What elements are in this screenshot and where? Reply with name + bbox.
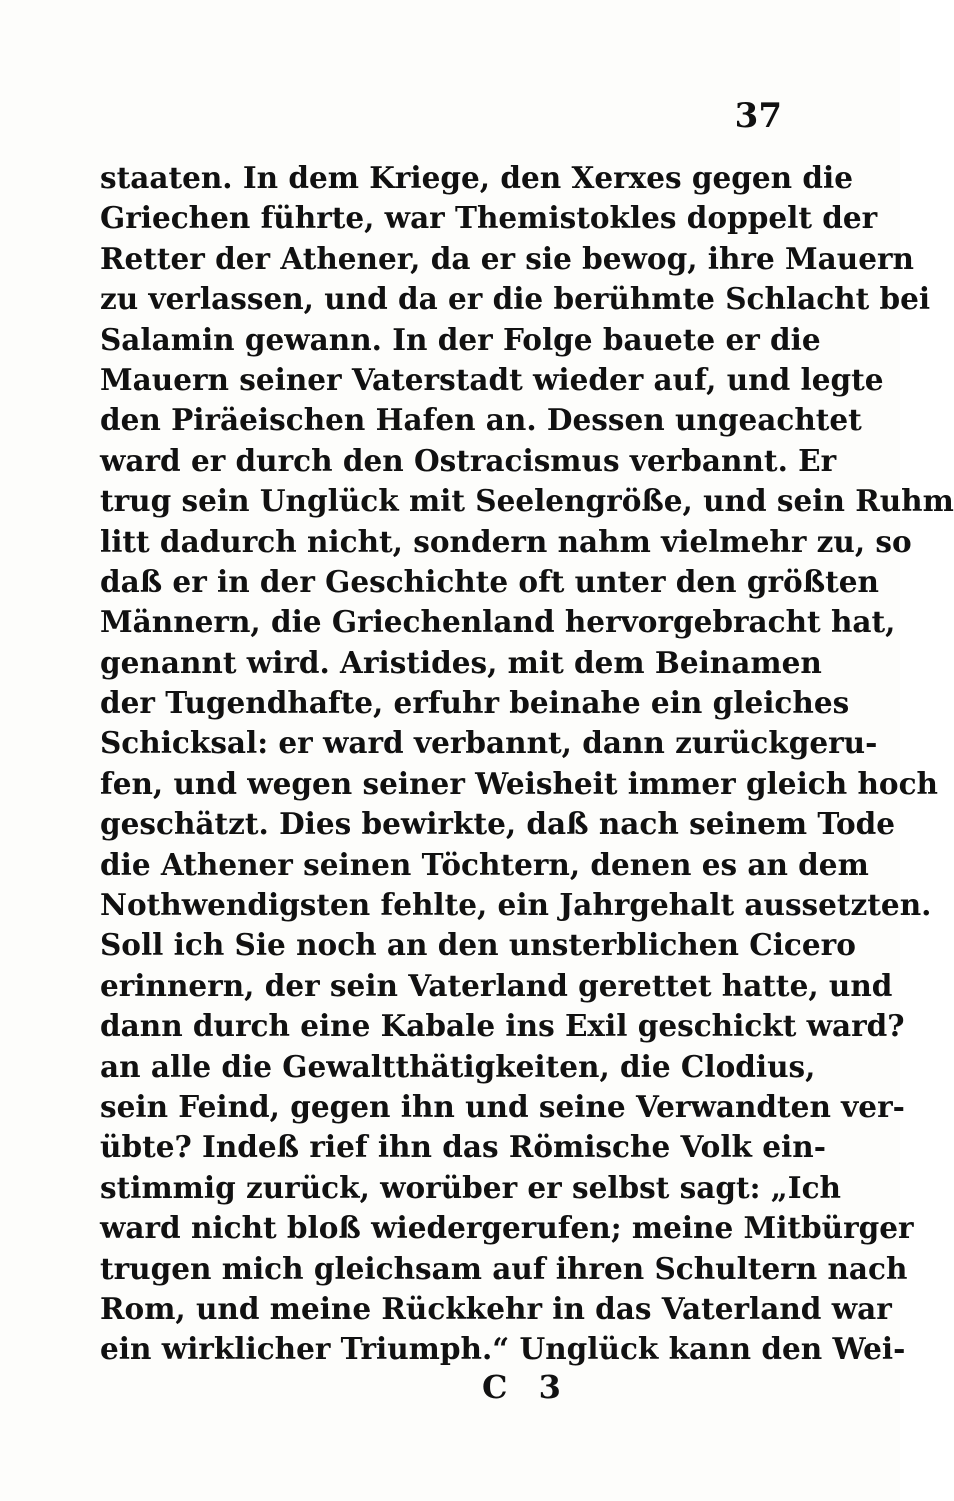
text-line: ward er durch den Ostracismus verbannt. Er [100, 442, 837, 478]
text-line: daß er in der Geschichte oft unter den größten [100, 563, 879, 599]
text-line: fen, und wegen seiner Weisheit immer gleich hoch [100, 765, 938, 801]
text-line: staaten. In dem Kriege, den Xerxes gegen die [100, 160, 853, 195]
body-text [100, 158, 954, 1370]
text-line: trug sein Unglück mit Seelengröße, und sein Ruhm [100, 483, 954, 519]
signature-mark: C 3 [482, 1368, 571, 1406]
text-line: geschätzt. Dies bewirkte, daß nach seinem Tode [100, 806, 896, 842]
text-line: erinnern, der sein Vaterland gerettet hatte, und [100, 967, 893, 1003]
text-line: der Tugendhafte, erfuhr beinahe ein gleiches [100, 685, 850, 721]
text-line: die Athener seinen Töchtern, denen es an dem [100, 846, 869, 882]
text-line: Nothwendigsten fehlte, ein Jahrgehalt aussetzten. [100, 887, 932, 923]
text-line: Rom, und meine Rückkehr in das Vaterland war [100, 1290, 892, 1326]
text-line: den Piräeischen Hafen an. Dessen ungeachtet [100, 402, 862, 438]
text-line: Retter der Athener, da er sie bewog, ihre Mauern [100, 240, 914, 276]
text-line: Soll ich Sie noch an den unsterblichen Cicero [100, 927, 856, 963]
text-line: ein wirklicher Triumph.“ Unglück kann den Wei- [100, 1331, 906, 1367]
page-number: 37 [734, 96, 782, 136]
text-line: sein Feind, gegen ihn und seine Verwandten ver- [100, 1088, 905, 1124]
text-line: Schicksal: er ward verbannt, dann zurückgeru- [100, 725, 878, 761]
text-line: Mauern seiner Vaterstadt wieder auf, und legte [100, 361, 884, 397]
text-line: übte? Indeß rief ihn das Römische Volk ein- [100, 1129, 826, 1165]
text-line: ward nicht bloß wiedergerufen; meine Mitbürger [100, 1210, 914, 1246]
text-line: an alle die Gewaltthätigkeiten, die Clodius, [100, 1048, 816, 1084]
text-line: Salamin gewann. In der Folge bauete er die [100, 321, 821, 357]
text-line: trugen mich gleichsam auf ihren Schultern nach [100, 1250, 908, 1286]
text-line: genannt wird. Aristides, mit dem Beinamen [100, 644, 822, 680]
text-line: Griechen führte, war Themistokles doppelt der [100, 200, 878, 236]
text-line: Männern, die Griechenland hervorgebracht hat, [100, 604, 896, 640]
text-line: stimmig zurück, worüber er selbst sagt: „Ich [100, 1169, 841, 1205]
text-line: zu verlassen, und da er die berühmte Schlacht bei [100, 281, 931, 317]
text-line: litt dadurch nicht, sondern nahm vielmehr zu, so [100, 523, 912, 559]
text-line: dann durch eine Kabale ins Exil geschickt ward? [100, 1008, 905, 1044]
